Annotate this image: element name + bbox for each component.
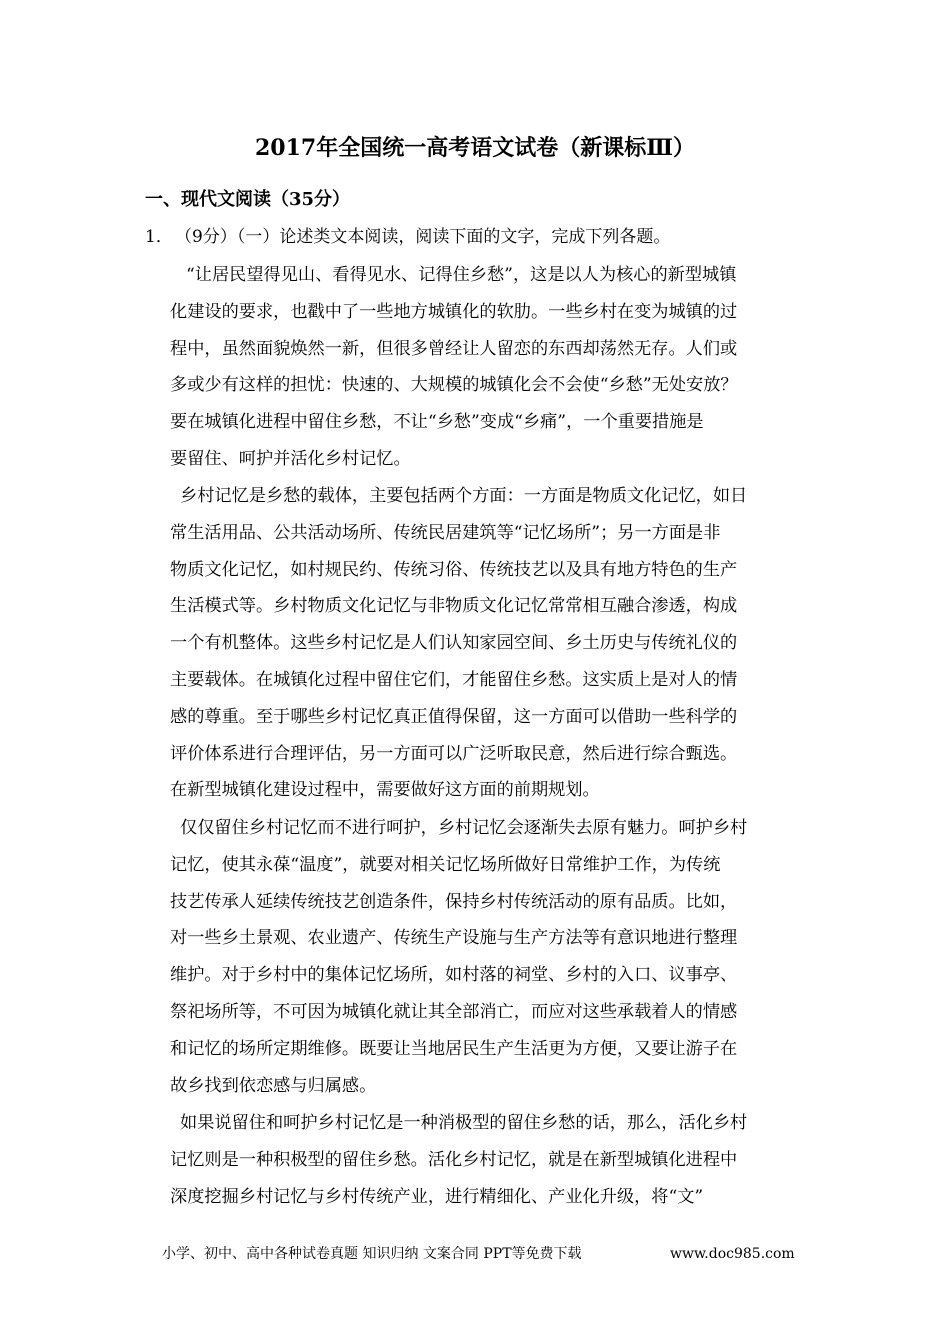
footer-url: www.doc985.com (670, 1246, 795, 1262)
paragraph-line: 评价体系进行合理评估，另一方面可以广泛听取民意，然后进行综合甄选。 (170, 743, 738, 764)
paragraph-line: 记忆则是一种积极型的留住乡愁。活化乡村记忆，就是在新型城镇化进程中 (170, 1149, 738, 1170)
question-1 (145, 224, 670, 250)
paragraph-line: 技艺传承人延续传统技艺创造条件，保持乡村传统活动的原有品质。比如， (170, 891, 738, 912)
paragraph-line: 和记忆的场所定期维修。既要让当地居民生产生活更为方便，又要让游子在 (170, 1038, 738, 1059)
question-text: （9分）（一）论述类文本阅读，阅读下面的文字，完成下列各题。 (175, 227, 671, 247)
paragraph-2 (170, 478, 820, 809)
paragraph-line: 对一些乡土景观、农业遗产、传统生产设施与生产方法等有意识地进行整理 (170, 928, 738, 949)
paragraph-line: 如果说留住和呵护乡村记忆是一种消极型的留住乡愁的话，那么，活化乡村 (180, 1113, 748, 1133)
paragraph-line: 在新型城镇化建设过程中，需要做好这方面的前期规划。 (170, 780, 600, 801)
question-number: 1． (145, 227, 173, 247)
section-heading: 一、现代文阅读（35分） (145, 189, 351, 210)
paragraph-line: 物质文化记忆，如村规民约、传统习俗、传统技艺以及具有地方特色的生产 (170, 559, 738, 580)
paragraph-line: “让居民望得见山、看得见水、记得住乡愁”，这是以人为核心的新型城镇 (186, 265, 737, 285)
paragraph-line: 生活模式等。乡村物质文化记忆与非物质文化记忆常常相互融合渗透，构成 (170, 596, 738, 617)
paragraph-line: 深度挖掘乡村记忆与乡村传统产业，进行精细化、产业化升级，将“文” (170, 1186, 704, 1207)
paragraph-line: 多或少有这样的担忧：快速的、大规模的城镇化会不会使“乡愁”无处安放？ (170, 375, 738, 396)
paragraph-line: 要在城镇化进程中留住乡愁，不让“乡愁”变成“乡痛”，一个重要措施是 (170, 412, 704, 433)
paragraph-1 (170, 257, 820, 478)
document-title: 2017年全国统一高考语文试卷（新课标Ⅲ） (254, 135, 696, 161)
paragraph-line: 一个有机整体。这些乡村记忆是人们认知家园空间、乡土历史与传统礼仪的 (170, 633, 738, 654)
paragraph-line: 常生活用品、公共活动场所、传统民居建筑等“记忆场所”；另一方面是非 (170, 522, 721, 543)
paragraph-line: 化建设的要求，也戳中了一些地方城镇化的软肋。一些乡村在变为城镇的过 (170, 301, 738, 322)
paragraph-4 (170, 1105, 820, 1215)
paragraph-line: 故乡找到依恋感与归属感。 (170, 1075, 377, 1096)
paragraph-line: 主要载体。在城镇化过程中留住它们，才能留住乡愁。这实质上是对人的情 (170, 669, 738, 690)
paragraph-line: 要留住、呵护并活化乡村记忆。 (170, 448, 411, 469)
paragraph-line: 祭祀场所等，不可因为城镇化就让其全部消亡，而应对这些承载着人的情感 (170, 1001, 738, 1022)
paragraph-line: 程中，虽然面貌焕然一新，但很多曾经让人留恋的东西却荡然无存。人们或 (170, 338, 738, 359)
paragraph-line: 记忆，使其永葆“温度”，就要对相关记忆场所做好日常维护工作，为传统 (170, 854, 721, 875)
paragraph-line: 仅仅留住乡村记忆而不进行呵护，乡村记忆会逐渐失去原有魅力。呵护乡村 (180, 818, 748, 838)
paragraph-line: 感的尊重。至于哪些乡村记忆真正值得保留，这一方面可以借助一些科学的 (170, 706, 738, 727)
footer-text: 小学、初中、高中各种试卷真题 知识归纳 文案合同 PPT等免费下载 (162, 1246, 582, 1262)
paragraph-line: 乡村记忆是乡愁的载体，主要包括两个方面：一方面是物质文化记忆，如日 (180, 486, 748, 506)
paragraph-3 (170, 810, 820, 1104)
paragraph-line: 维护。对于乡村中的集体记忆场所，如村落的祠堂、乡村的入口、议事亭、 (170, 965, 738, 986)
